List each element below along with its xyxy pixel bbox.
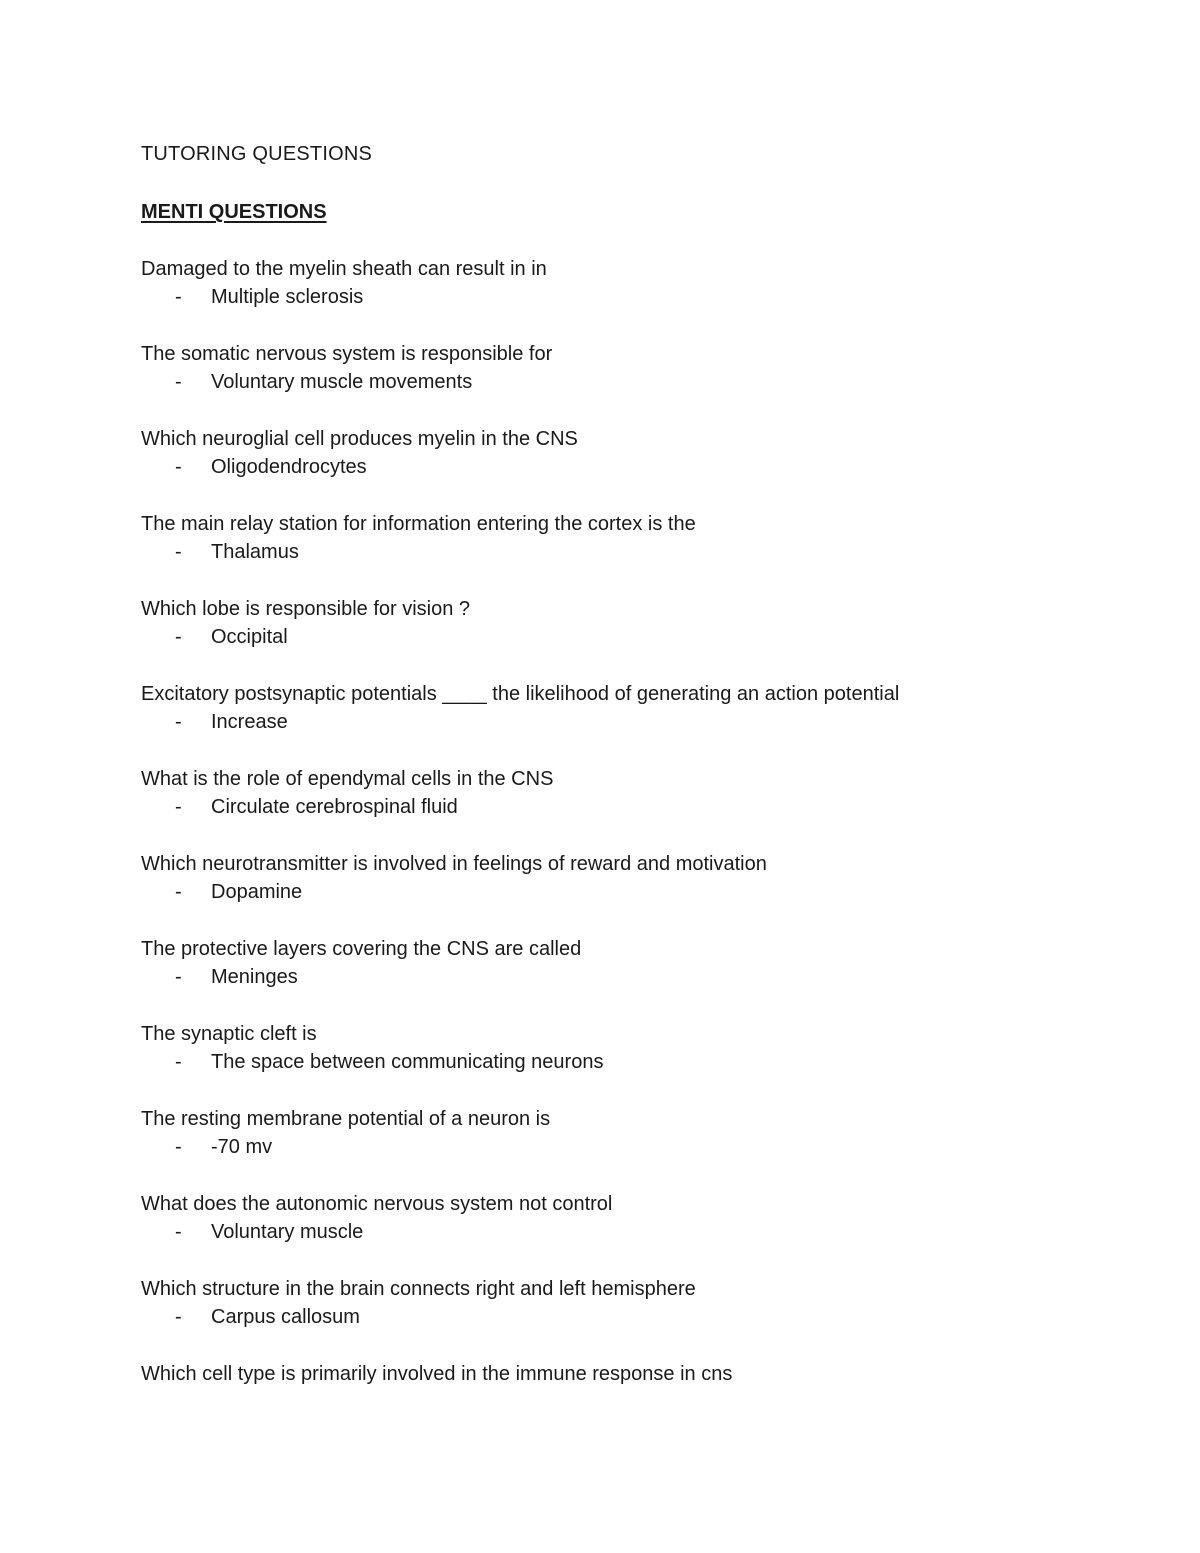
bullet-dash: - bbox=[175, 1306, 182, 1328]
answer-row bbox=[141, 878, 1100, 906]
question-item bbox=[141, 935, 1100, 991]
document-title: TUTORING QUESTIONS bbox=[141, 143, 373, 165]
answer-text: Oligodendrocytes bbox=[211, 456, 367, 478]
bullet-dash: - bbox=[175, 1221, 182, 1243]
question-item bbox=[141, 680, 1100, 736]
question-item bbox=[141, 850, 1100, 906]
bullet-dash: - bbox=[175, 541, 182, 563]
answer-text: Meninges bbox=[211, 966, 298, 988]
bullet-dash: - bbox=[175, 881, 182, 903]
answer-text: -70 mv bbox=[211, 1136, 273, 1158]
bullet-dash: - bbox=[175, 286, 182, 308]
question-item bbox=[141, 595, 1100, 651]
answer-row bbox=[141, 453, 1100, 481]
answer-row bbox=[141, 708, 1100, 736]
question-item bbox=[141, 510, 1100, 566]
answer-row bbox=[141, 963, 1100, 991]
question-text: The protective layers covering the CNS are called bbox=[141, 938, 582, 960]
answer-row bbox=[141, 1048, 1100, 1076]
answer-text: Carpus callosum bbox=[211, 1306, 360, 1328]
answer-text: Increase bbox=[211, 711, 288, 733]
answer-row bbox=[141, 368, 1100, 396]
answer-row bbox=[141, 1218, 1100, 1246]
question-text: What is the role of ependymal cells in the CNS bbox=[141, 768, 554, 790]
answer-text: The space between communicating neurons bbox=[211, 1051, 604, 1073]
question-text: Which cell type is primarily involved in the immune response in cns bbox=[141, 1363, 733, 1385]
answer-text: Multiple sclerosis bbox=[211, 286, 364, 308]
bullet-dash: - bbox=[175, 1136, 182, 1158]
question-item bbox=[141, 1020, 1100, 1076]
section-heading: MENTI QUESTIONS bbox=[141, 201, 327, 223]
question-text: Which neuroglial cell produces myelin in the CNS bbox=[141, 428, 578, 450]
question-text: The somatic nervous system is responsible for bbox=[141, 343, 553, 365]
answer-row bbox=[141, 283, 1100, 311]
bullet-dash: - bbox=[175, 626, 182, 648]
question-item bbox=[141, 1105, 1100, 1161]
bullet-dash: - bbox=[175, 711, 182, 733]
answer-text: Dopamine bbox=[211, 881, 303, 903]
answer-text: Thalamus bbox=[211, 541, 299, 563]
question-text: The main relay station for information entering the cortex is the bbox=[141, 513, 696, 535]
question-text: Which structure in the brain connects right and left hemisphere bbox=[141, 1278, 696, 1300]
question-text: The resting membrane potential of a neuron is bbox=[141, 1108, 551, 1130]
bullet-dash: - bbox=[175, 371, 182, 393]
answer-text: Circulate cerebrospinal fluid bbox=[211, 796, 458, 818]
answer-row bbox=[141, 623, 1100, 651]
answer-row bbox=[141, 793, 1100, 821]
question-text: The synaptic cleft is bbox=[141, 1023, 317, 1045]
bullet-dash: - bbox=[175, 1051, 182, 1073]
question-item bbox=[141, 1275, 1100, 1331]
question-list bbox=[141, 255, 1100, 1388]
question-text: Damaged to the myelin sheath can result in in bbox=[141, 258, 547, 280]
answer-row bbox=[141, 1303, 1100, 1331]
answer-text: Voluntary muscle movements bbox=[211, 371, 473, 393]
question-item bbox=[141, 340, 1100, 396]
answer-text: Occipital bbox=[211, 626, 288, 648]
bullet-dash: - bbox=[175, 966, 182, 988]
question-item bbox=[141, 1190, 1100, 1246]
answer-row bbox=[141, 538, 1100, 566]
bullet-dash: - bbox=[175, 456, 182, 478]
question-text: What does the autonomic nervous system not control bbox=[141, 1193, 613, 1215]
answer-text: Voluntary muscle bbox=[211, 1221, 364, 1243]
question-item bbox=[141, 1360, 1100, 1388]
question-item bbox=[141, 255, 1100, 311]
question-text: Excitatory postsynaptic potentials ____ the likelihood of generating an action potential bbox=[141, 683, 900, 705]
question-item bbox=[141, 425, 1100, 481]
bullet-dash: - bbox=[175, 796, 182, 818]
question-text: Which lobe is responsible for vision ? bbox=[141, 598, 471, 620]
question-text: Which neurotransmitter is involved in feelings of reward and motivation bbox=[141, 853, 767, 875]
question-item bbox=[141, 765, 1100, 821]
answer-row bbox=[141, 1133, 1100, 1161]
